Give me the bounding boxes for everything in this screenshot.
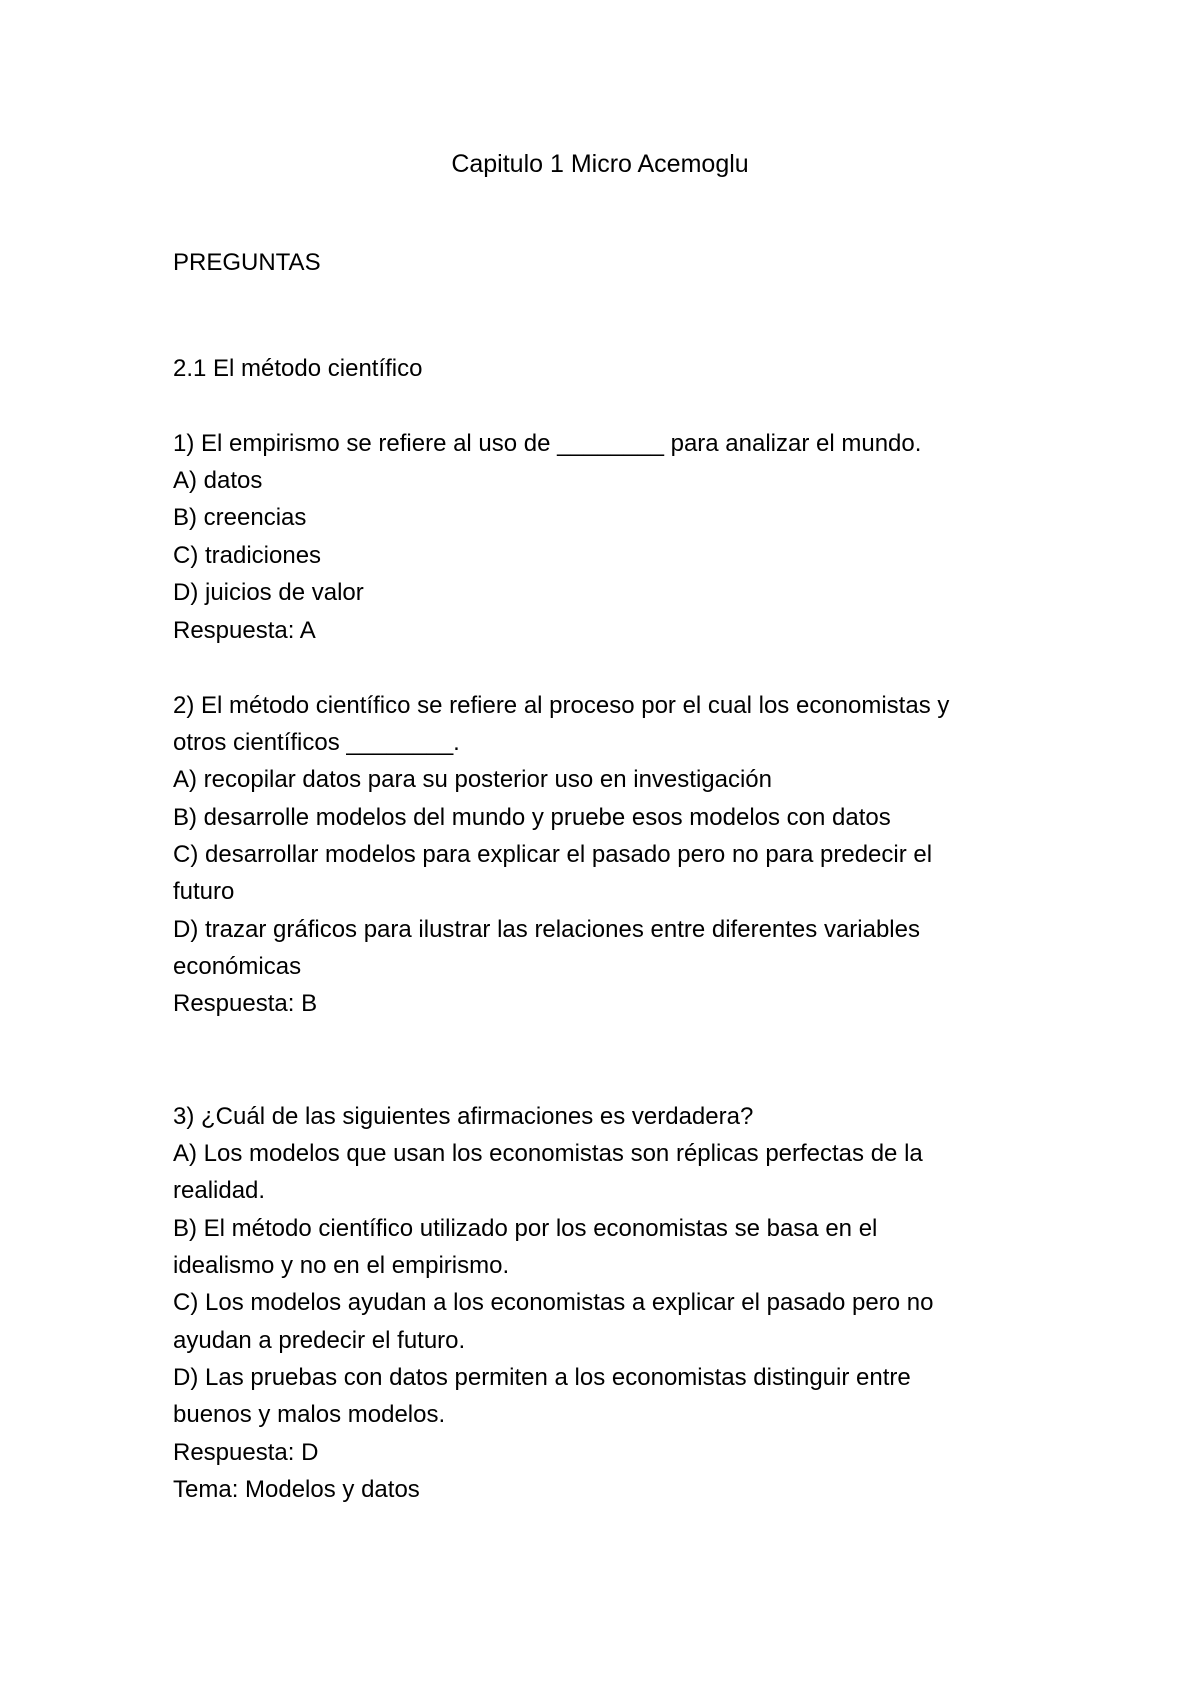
question-3-text: 3) ¿Cuál de las siguientes afirmaciones es verdadera? — [173, 1103, 754, 1130]
question-2-option-d-cont: económicas — [173, 953, 302, 980]
question-3-option-a-cont: realidad. — [173, 1177, 266, 1204]
subsection-heading: 2.1 El método científico — [173, 355, 423, 382]
question-3-option-b-cont: idealismo y no en el empirismo. — [173, 1252, 510, 1279]
question-1-option-d: D) juicios de valor — [173, 579, 364, 606]
question-2-option-b: B) desarrolle modelos del mundo y pruebe esos modelos con datos — [173, 804, 891, 831]
question-2-text: 2) El método científico se refiere al proceso por el cual los economistas y — [173, 692, 950, 719]
question-3-topic: Tema: Modelos y datos — [173, 1476, 420, 1503]
question-2-option-d: D) trazar gráficos para ilustrar las relaciones entre diferentes variables — [173, 916, 920, 943]
question-3-option-a: A) Los modelos que usan los economistas son réplicas perfectas de la — [173, 1140, 923, 1167]
question-1-option-c: C) tradiciones — [173, 542, 322, 569]
question-1-option-a: A) datos — [173, 467, 263, 494]
question-3-option-b: B) El método científico utilizado por los economistas se basa en el — [173, 1215, 878, 1242]
question-1-option-b: B) creencias — [173, 504, 307, 531]
document-title: Capitulo 1 Micro Acemoglu — [451, 150, 749, 178]
question-1-text: 1) El empirismo se refiere al uso de ________ para analizar el mundo. — [173, 430, 922, 457]
question-2-option-c: C) desarrollar modelos para explicar el pasado pero no para predecir el — [173, 841, 933, 868]
section-heading: PREGUNTAS — [173, 249, 321, 276]
question-1-answer: Respuesta: A — [173, 617, 316, 644]
question-3-option-c-cont: ayudan a predecir el futuro. — [173, 1327, 466, 1354]
question-3-option-d: D) Las pruebas con datos permiten a los economistas distinguir entre — [173, 1364, 911, 1391]
question-3-option-d-cont: buenos y malos modelos. — [173, 1401, 446, 1428]
question-2-option-c-cont: futuro — [173, 878, 235, 905]
question-3-answer: Respuesta: D — [173, 1439, 319, 1466]
question-3-option-c: C) Los modelos ayudan a los economistas a explicar el pasado pero no — [173, 1289, 934, 1316]
question-2-option-a: A) recopilar datos para su posterior uso en investigación — [173, 766, 772, 793]
question-2-text-cont: otros científicos ________. — [173, 729, 460, 756]
question-2-answer: Respuesta: B — [173, 990, 318, 1017]
